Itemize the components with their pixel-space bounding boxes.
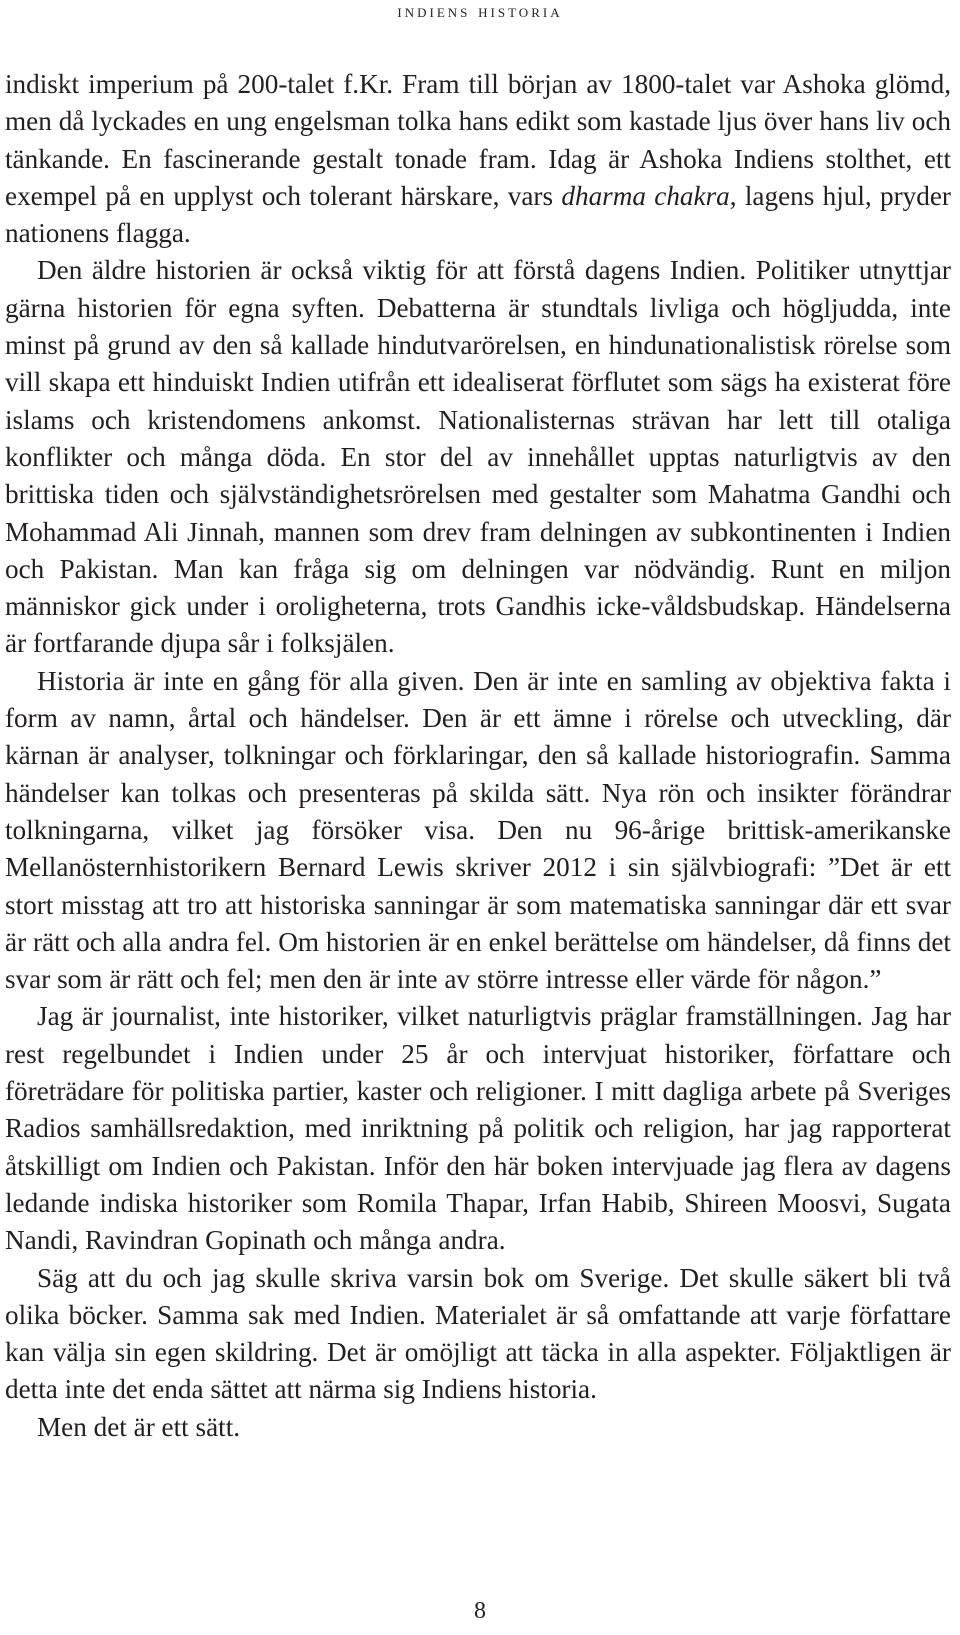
body-text bbox=[5, 66, 951, 1446]
paragraph-3: Historia är inte en gång för alla given. Den är inte en samling av objektiva fakta i form av namn, årtal och händelser. Den är ett ämne i rörelse och utveckling, där kärnan är analyser, tolkningar och förklaringar, den så kallade historiografin. Samma händelser kan tolkas och presenteras på skilda sätt. Nya rön och insikter förändrar tolkningarna, vilket jag försöker visa. Den nu 96-årige brittisk-amerikanske Mellanösternhistorikern Bernard Lewis skriver 2012 i sin självbiografi: ”Det är ett stort misstag att tro att historiska sanningar är som matematiska sanningar där ett svar är rätt och alla andra fel. Om historien är en enkel berättelse om händelser, då finns det svar som är rätt och fel; men den är inte av större intresse eller värde för någon.” bbox=[5, 665, 951, 995]
paragraph-1-text-b: , lagens hjul, pryder nationens flagga. bbox=[5, 180, 951, 249]
paragraph-4: Jag är journalist, inte historiker, vilket naturligtvis präglar framställningen. Jag har rest regelbundet i Indien under 25 år och intervjuat historiker, författare och företrädare för politiska partier, kaster och religioner. I mitt dagliga arbete på Sveriges Radios samhällsredaktion, med inriktning på politik och religion, har jag rapporterat åtskilligt om Indien och Pakistan. Inför den här boken intervjuade jag flera av dagens ledande indiska historiker som Romila Thapar, Irfan Habib, Shireen Moosvi, Sugata Nandi, Ravindran Gopinath och många andra. bbox=[5, 1001, 951, 1256]
running-head: indiens historia bbox=[397, 1, 563, 22]
paragraph-6: Men det är ett sätt. bbox=[37, 1411, 241, 1442]
page-number: 8 bbox=[474, 1598, 486, 1624]
paragraph-2: Den äldre historien är också viktig för att förstå dagens Indien. Politiker utnyttjar gärna historien för egna syften. Debatterna är stundtals livliga och högljudda, inte minst på grund av den så kallade hindutvarörelsen, en hindunationalistisk rörelse som vill skapa ett hinduiskt Indien utifrån ett idealiserat förflutet som sägs ha existerat före islams och kristendomens ankomst. Nationalisternas strävan har lett till otaliga konflikter och många döda. En stor del av innehållet upptas naturligtvis av den brittiska tiden och självständighetsrörelsen med gestalter som Mahatma Gandhi och Mohammad Ali Jinnah, mannen som drev fram delningen av subkontinenten i Indien och Pakistan. Man kan fråga sig om delningen var nödvändig. Runt en miljon människor gick under i oroligheterna, trots Gandhis icke-våldsbudskap. Händelserna är fortfarande djupa sår i folksjälen. bbox=[5, 255, 951, 659]
paragraph-1 bbox=[5, 66, 951, 252]
paragraph-1-text-a: indiskt imperium på 200-talet f.Kr. Fram till början av 1800-talet var Ashoka glömd, men då lyckades en ung engelsman tolka hans edikt som kastade ljus över hans liv och tänkande. En fascinerande gestalt tonade fram. Idag är Ashoka Indiens stolthet, ett exempel på en upplyst och tolerant härskare, vars bbox=[5, 69, 951, 211]
paragraph-1-italic-term: dharma chakra bbox=[561, 180, 730, 211]
paragraph-5: Säg att du och jag skulle skriva varsin bok om Sverige. Det skulle säkert bli två olika böcker. Samma sak med Indien. Materialet är så omfattande att varje författare kan välja sin egen skildring. Det är omöjligt att täcka in alla aspekter. Följaktligen är detta inte det enda sättet att närma sig Indiens historia. bbox=[5, 1262, 951, 1405]
